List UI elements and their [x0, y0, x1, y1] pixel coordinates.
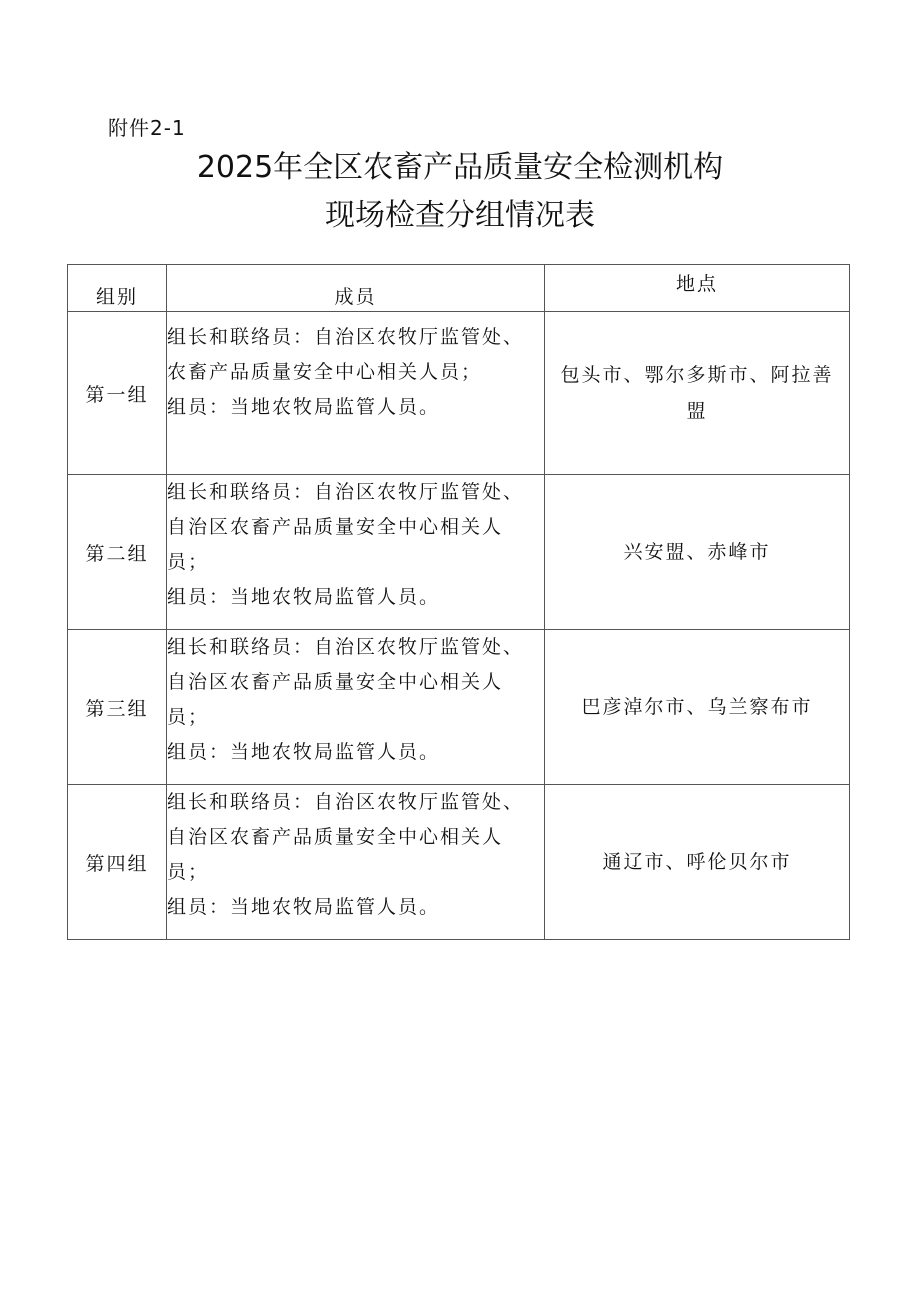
member-line: 组员：当地农牧局监管人员。: [167, 586, 441, 608]
location-line: 包头市、鄂尔多斯市、阿拉善: [560, 364, 834, 386]
location-cell: [545, 630, 850, 785]
member-line: 组员：当地农牧局监管人员。: [167, 396, 441, 418]
attachment-label: 附件2-1: [108, 116, 186, 140]
member-line: 组长和联络员：自治区农牧厅监管处、: [167, 326, 525, 348]
document-title-line-1: 2025年全区农畜产品质量安全检测机构: [196, 150, 724, 185]
member-line: 组员：当地农牧局监管人员。: [167, 896, 441, 918]
members-cell: [167, 312, 545, 475]
members-cell: [167, 630, 545, 785]
location-line: 盟: [686, 400, 708, 422]
table-row: [68, 312, 850, 475]
member-line: 员；: [167, 861, 210, 883]
member-line: 组长和联络员：自治区农牧厅监管处、: [167, 791, 525, 813]
header-location: 地点: [545, 265, 850, 312]
group-assignment-table: [67, 264, 850, 940]
member-line: 员；: [167, 551, 210, 573]
header-members: 成员: [167, 265, 545, 312]
members-cell: [167, 475, 545, 630]
member-line: 自治区农畜产品质量安全中心相关人: [167, 516, 504, 538]
member-line: 组长和联络员：自治区农牧厅监管处、: [167, 636, 525, 658]
location-line: 巴彦淖尔市、乌兰察布市: [581, 696, 813, 718]
location-line: 兴安盟、赤峰市: [623, 541, 771, 563]
table-row: [68, 630, 850, 785]
group-name: 第四组: [68, 785, 167, 940]
location-cell: [545, 785, 850, 940]
group-name: 第二组: [68, 475, 167, 630]
member-line: 自治区农畜产品质量安全中心相关人: [167, 671, 504, 693]
location-line: 通辽市、呼伦贝尔市: [602, 851, 792, 873]
table-row: [68, 785, 850, 940]
member-line: 组员：当地农牧局监管人员。: [167, 741, 441, 763]
group-name: 第三组: [68, 630, 167, 785]
member-line: 自治区农畜产品质量安全中心相关人: [167, 826, 504, 848]
member-line: 员；: [167, 706, 210, 728]
header-group: 组别: [68, 265, 167, 312]
document-title-line-2: 现场检查分组情况表: [325, 198, 595, 233]
group-name: 第一组: [68, 312, 167, 475]
location-cell: [545, 312, 850, 475]
table-row: [68, 475, 850, 630]
table-header-row: [68, 265, 850, 312]
members-cell: [167, 785, 545, 940]
member-line: 组长和联络员：自治区农牧厅监管处、: [167, 481, 525, 503]
member-line: 农畜产品质量安全中心相关人员；: [167, 361, 483, 383]
location-cell: [545, 475, 850, 630]
